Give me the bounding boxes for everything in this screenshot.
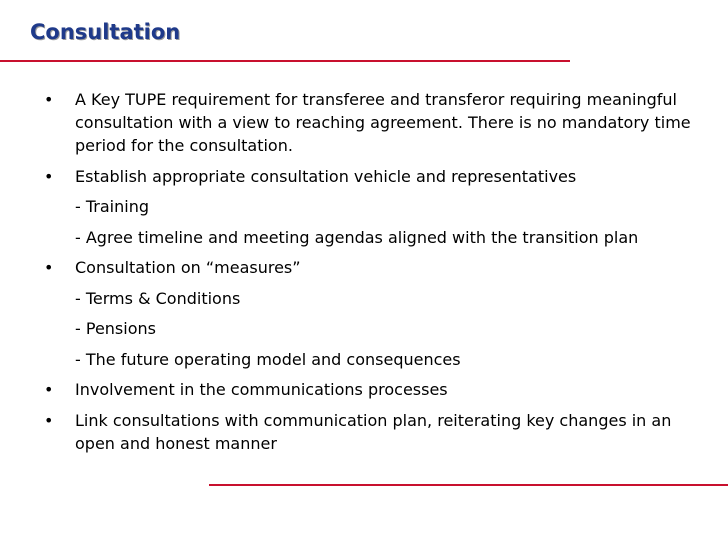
bullet-dot-icon: • bbox=[44, 166, 54, 186]
bullet-item bbox=[44, 409, 714, 455]
bullet-text: A Key TUPE requirement for transferee and transferor requiring meaningful consultation with a view to reaching agreement. There is no mandatory time period for the consultation. bbox=[75, 90, 691, 155]
bullet-dot-icon: • bbox=[44, 90, 54, 109]
bullet-list bbox=[44, 88, 714, 462]
bullet-item bbox=[44, 378, 714, 401]
bullet-dot-icon: • bbox=[44, 380, 54, 399]
bullet-text: Establish appropriate consultation vehicle and representatives bbox=[75, 166, 577, 186]
sub-item: - Agree timeline and meeting agendas aligned with the transition plan bbox=[75, 227, 639, 247]
bullet-text: Link consultations with communication plan, reiterating key changes in an open and honest manner bbox=[75, 410, 672, 453]
bullet-item bbox=[44, 165, 714, 188]
bullet-item bbox=[44, 256, 714, 279]
sub-item: - Training bbox=[75, 197, 149, 216]
slide-title: Consultation bbox=[30, 20, 181, 44]
bullet-text: Involvement in the communications processes bbox=[75, 380, 448, 399]
sub-item: - The future operating model and consequences bbox=[75, 349, 461, 369]
title-underline bbox=[0, 60, 570, 62]
footer-rule bbox=[209, 484, 728, 486]
sub-item: - Pensions bbox=[75, 319, 156, 338]
bullet-dot-icon: • bbox=[44, 258, 54, 277]
bullet-dot-icon: • bbox=[44, 410, 54, 430]
bullet-text: Consultation on “measures” bbox=[75, 258, 301, 277]
bullet-item bbox=[44, 88, 714, 157]
sub-item: - Terms & Conditions bbox=[75, 288, 241, 308]
